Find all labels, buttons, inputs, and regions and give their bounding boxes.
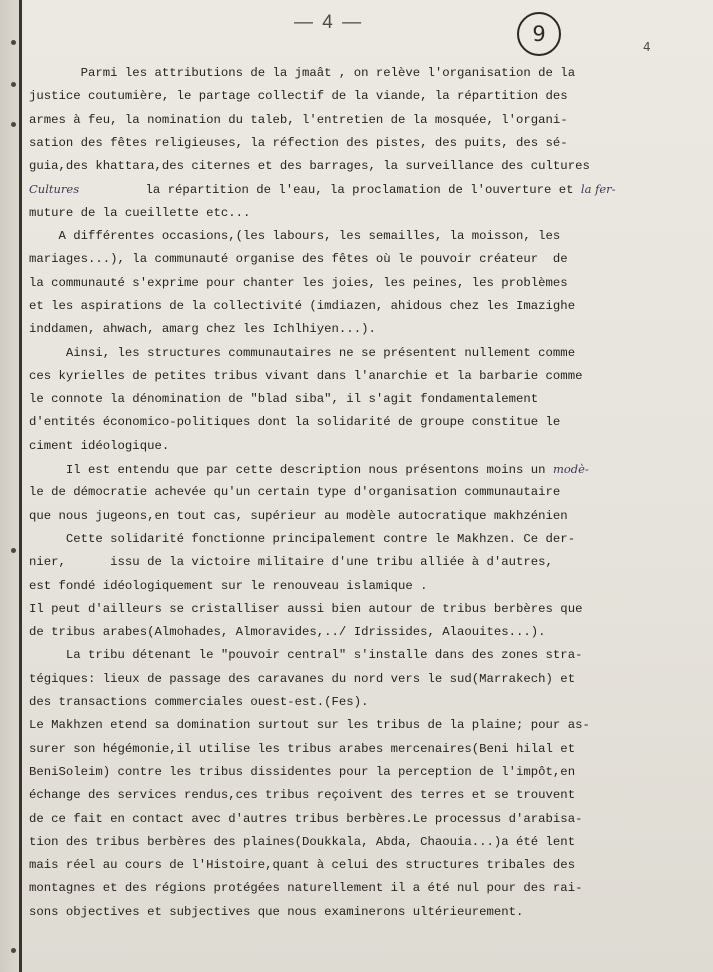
binding-hole xyxy=(11,548,16,553)
text-line xyxy=(29,295,709,318)
text-line xyxy=(29,784,709,807)
text-line xyxy=(29,831,709,854)
handwritten-annotation: la fer- xyxy=(580,182,616,197)
text-line xyxy=(29,225,709,248)
handwritten-annotation: Cultures xyxy=(29,182,80,197)
text-line xyxy=(29,901,709,924)
binding-hole xyxy=(11,40,16,45)
typed-text: mais réel au cours de l'Histoire,quant à celui des structures tribales des xyxy=(29,858,576,873)
typed-text: surer son hégémonie,il utilise les tribus arabes mercenaires(Beni hilal et xyxy=(29,741,576,756)
text-line xyxy=(29,365,709,388)
text-line xyxy=(29,109,709,132)
typed-text: Parmi les attributions de la jmaât , on relève l'organisation de la xyxy=(29,66,576,80)
typed-text: Le Makhzen etend sa domination surtout sur les tribus de la plaine; pour as- xyxy=(29,718,590,733)
text-line xyxy=(29,598,709,621)
text-line xyxy=(29,411,709,434)
typed-text: montagnes et des régions protégées naturellement il a été nul pour des rai- xyxy=(29,881,583,896)
typed-text: Il est entendu que par cette description nous présentons moins un xyxy=(29,463,553,478)
typed-text: BeniSoleim) contre les tribus dissidentes pour la perception de l'impôt,en xyxy=(29,764,576,779)
typed-text: la communauté s'exprime pour chanter les joies, les peines, les problèmes xyxy=(29,275,568,290)
text-line xyxy=(29,714,709,737)
circled-page-number: 9 xyxy=(517,12,561,56)
binding-hole xyxy=(11,82,16,87)
typed-text: tégiques: lieux de passage des caravanes du nord vers le sud(Marrakech) et xyxy=(29,671,576,686)
typed-text: armes à feu, la nomination du taleb, l'entretien de la mosquée, l'organi- xyxy=(29,112,568,127)
text-line xyxy=(29,85,709,108)
text-line xyxy=(29,528,709,551)
binding-edge xyxy=(0,0,22,972)
typed-text: des transactions commerciales ouest-est.(Fes). xyxy=(29,695,369,710)
text-line xyxy=(29,691,709,714)
handwritten-annotation: modè- xyxy=(552,462,589,477)
typed-text: est fondé idéologiquement sur le renouveau islamique . xyxy=(29,578,428,593)
typed-text: et les aspirations de la collectivité (imdiazen, ahidous chez les Imazighe xyxy=(29,298,576,313)
page-number: — 4 — xyxy=(294,12,364,33)
text-line xyxy=(29,178,709,201)
typed-text: de tribus arabes(Almohades, Almoravides,../ Idrissides, Alaouites...). xyxy=(29,625,546,640)
text-line xyxy=(29,761,709,784)
typed-text: Cette solidarité fonctionne principalement contre le Makhzen. Ce der- xyxy=(29,531,576,546)
text-line xyxy=(29,62,709,85)
typed-text: Ainsi, les structures communautaires ne se présentent nullement comme xyxy=(29,345,576,360)
text-line xyxy=(29,435,709,458)
typed-text: justice coutumière, le partage collectif de la viande, la répartition des xyxy=(29,89,568,104)
typed-text: sons objectives et subjectives que nous examinerons ultérieurement. xyxy=(29,904,524,919)
text-line xyxy=(29,505,709,528)
typed-text: muture de la cueillette etc... xyxy=(29,205,251,220)
typed-text: A différentes occasions,(les labours, les semailles, la moisson, les xyxy=(29,229,561,244)
text-line xyxy=(29,248,709,271)
binding-hole xyxy=(11,948,16,953)
text-line xyxy=(29,808,709,831)
typed-text: mariages...), la communauté organise des fêtes où le pouvoir créateur de xyxy=(29,252,568,267)
text-line xyxy=(29,644,709,667)
text-line xyxy=(29,854,709,877)
text-line xyxy=(29,132,709,155)
text-line xyxy=(29,668,709,691)
typed-text: échange des services rendus,ces tribus reçoivent des terres et se trouvent xyxy=(29,788,576,803)
typed-text: nier, issu de la victoire militaire d'une tribu alliée à d'autres, xyxy=(29,555,553,570)
typed-text: le connote la dénomination de "blad siba", il s'agit fondamentalement xyxy=(29,392,539,407)
document-body xyxy=(29,62,709,924)
typed-text: Il peut d'ailleurs se cristalliser aussi bien autour de tribus berbères que xyxy=(29,601,583,616)
typed-text: inddamen, ahwach, amarg chez les Ichlhiyen...). xyxy=(29,322,376,337)
text-line xyxy=(29,738,709,761)
text-line xyxy=(29,342,709,365)
text-line xyxy=(29,575,709,598)
text-line xyxy=(29,202,709,225)
typed-text: le de démocratie achevée qu'un certain type d'organisation communautaire xyxy=(29,485,561,500)
text-line xyxy=(29,318,709,341)
typed-text: La tribu détenant le "pouvoir central" s'installe dans des zones stra- xyxy=(29,648,583,663)
text-line xyxy=(29,621,709,644)
text-line xyxy=(29,481,709,504)
text-line xyxy=(29,155,709,178)
typed-text: sation des fêtes religieuses, la réfection des pistes, des puits, des sé- xyxy=(29,135,568,150)
typed-text: ces kyrielles de petites tribus vivant dans l'anarchie et la barbarie comme xyxy=(29,368,583,383)
text-line xyxy=(29,551,709,574)
text-line xyxy=(29,877,709,900)
typed-text: d'entités économico-politiques dont la solidarité de groupe constitue le xyxy=(29,415,561,430)
text-line xyxy=(29,388,709,411)
typed-text: guia,des khattara,des citernes et des barrages, la surveillance des cultures xyxy=(29,159,590,174)
binding-hole xyxy=(11,122,16,127)
typed-text: que nous jugeons,en tout cas, supérieur au modèle autocratique makhzénien xyxy=(29,508,568,523)
typed-text: tion des tribus berbères des plaines(Doukkala, Abda, Chaouia...)a été lent xyxy=(29,834,576,849)
typed-text: de ce fait en contact avec d'autres tribus berbères.Le processus d'arabisa- xyxy=(29,811,583,826)
typed-text: la répartition de l'eau, la proclamation de l'ouverture et xyxy=(79,183,581,198)
text-line xyxy=(29,272,709,295)
typed-text: ciment idéologique. xyxy=(29,438,170,453)
corner-page-number: 4 xyxy=(643,40,651,54)
text-line xyxy=(29,458,709,481)
